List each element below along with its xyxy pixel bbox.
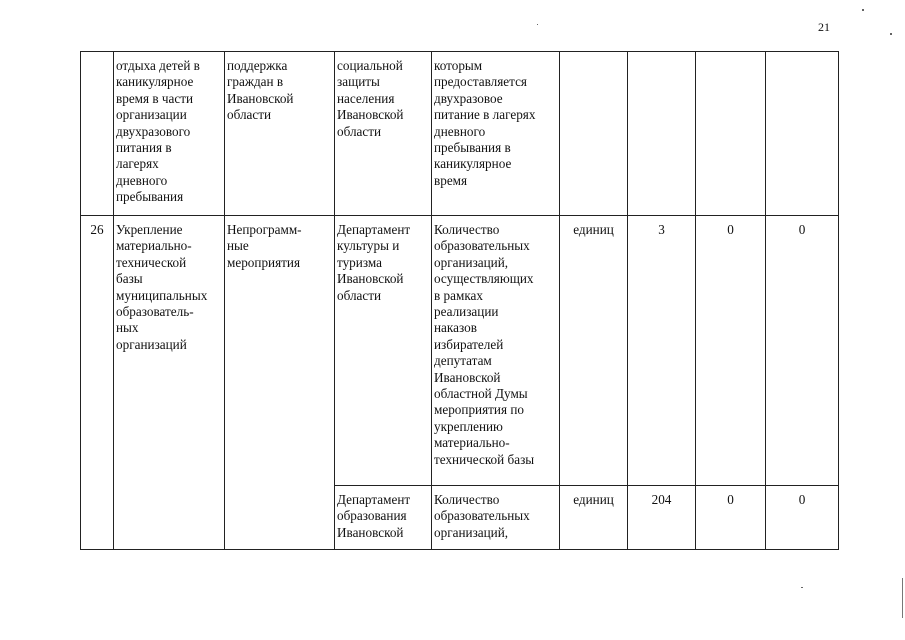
value-cell: 0: [766, 216, 839, 486]
indicator-cell: Количество образовательных организаций, осуществляющих в рамках реализации наказов избирателей депутатам Ивановской областной Думы мероприятия по укреплению материально- технической базы: [432, 216, 560, 486]
unit-cell: [560, 52, 628, 216]
scan-speck: [537, 24, 538, 25]
indicator-cell: которым предоставляется двухразовое питание в лагерях дневного пребывания в каникулярное время: [432, 52, 560, 216]
executor-cell: Департамент культуры и туризма Ивановской области: [335, 216, 432, 486]
scan-speck: [801, 587, 803, 588]
program-cell: Непрограмм- ные мероприятия: [225, 216, 335, 550]
unit-cell: единиц: [560, 216, 628, 486]
value-cell: 0: [766, 486, 839, 550]
document-table: [80, 51, 839, 550]
table-row: [81, 216, 839, 486]
value-cell: 0: [696, 216, 766, 486]
scan-speck: [862, 9, 864, 11]
value-cell: [696, 52, 766, 216]
page-number: 21: [818, 20, 830, 34]
row-number-cell: 26: [81, 216, 114, 550]
unit-cell: единиц: [560, 486, 628, 550]
purpose-cell: отдыха детей в каникулярное время в части организации двухразового питания в лагерях дневного пребывания: [114, 52, 225, 216]
table-row: [81, 52, 839, 216]
executor-cell: социальной защиты населения Ивановской области: [335, 52, 432, 216]
value-cell: 204: [628, 486, 696, 550]
value-cell: 0: [696, 486, 766, 550]
row-number-cell: [81, 52, 114, 216]
indicator-cell: Количество образовательных организаций,: [432, 486, 560, 550]
value-cell: [766, 52, 839, 216]
value-cell: 3: [628, 216, 696, 486]
scan-line: [902, 578, 903, 618]
program-cell: поддержка граждан в Ивановской области: [225, 52, 335, 216]
purpose-cell: Укрепление материально- технической базы муниципальных образователь- ных организаций: [114, 216, 225, 550]
value-cell: [628, 52, 696, 216]
executor-cell: Департамент образования Ивановской: [335, 486, 432, 550]
scan-speck: [890, 33, 892, 35]
